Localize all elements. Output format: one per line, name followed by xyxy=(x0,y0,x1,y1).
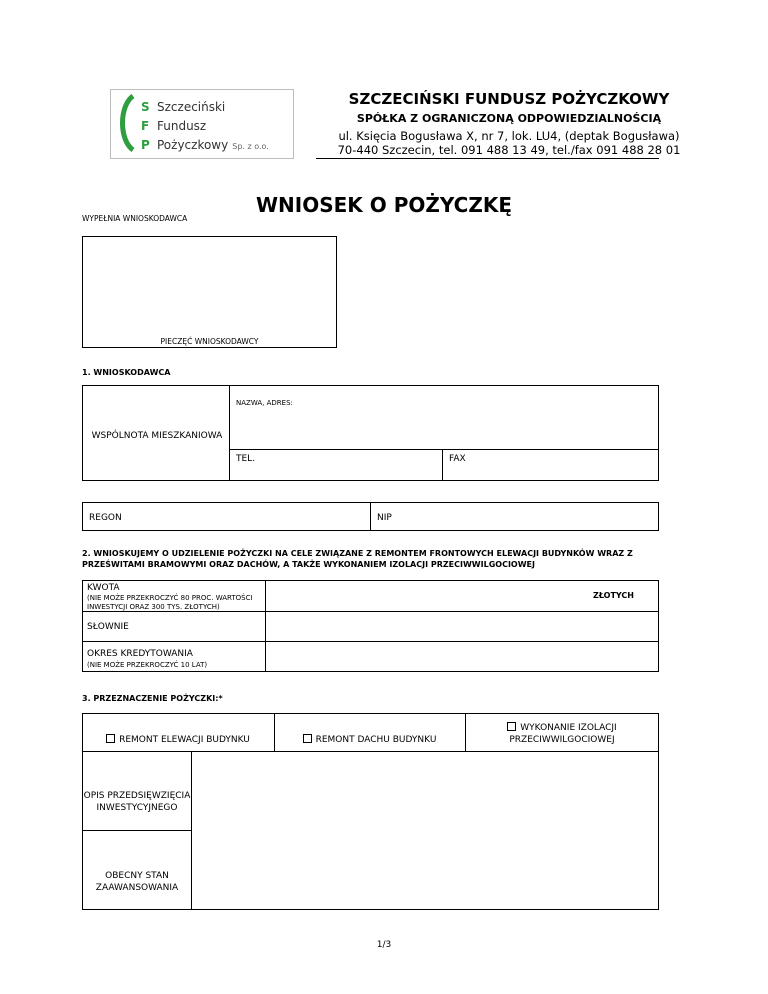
period-field[interactable] xyxy=(265,641,659,672)
in-words-label: SŁOWNIE xyxy=(87,622,129,632)
logo-suffix: Sp. z o.o. xyxy=(232,142,269,151)
checkbox-icon[interactable] xyxy=(507,722,516,731)
regon-field[interactable] xyxy=(82,502,371,531)
status-field[interactable] xyxy=(192,831,658,909)
nip-label: NIP xyxy=(377,513,392,523)
organization-subtitle: SPÓŁKA Z OGRANICZONĄ ODPOWIEDZIALNOŚCIĄ xyxy=(356,112,662,125)
tel-label: TEL. xyxy=(236,454,256,464)
nip-field[interactable] xyxy=(370,502,659,531)
amount-note: (NIE MOŻE PRZEKROCZYĆ 80 PROC. WARTOŚCI INWESTYCJI ORAZ 300 TYS. ZŁOTYCH) xyxy=(87,594,253,611)
status-label xyxy=(82,870,192,894)
logo-letter-f: F xyxy=(141,119,150,133)
in-words-label-cell xyxy=(82,611,266,642)
status-label-1: OBECNY STAN xyxy=(105,871,169,881)
organization-name: SZCZECIŃSKI FUNDUSZ POŻYCZKOWY xyxy=(348,90,670,108)
option-roof[interactable] xyxy=(274,727,465,746)
logo-letter-s: S xyxy=(141,100,150,114)
option-roof-label: REMONT DACHU BUDYNKU xyxy=(315,735,437,745)
amount-label-cell xyxy=(82,580,266,612)
logo-word-2: Fundusz xyxy=(157,119,207,133)
option-insulation-label-1: WYKONANIE IZOLACJI xyxy=(520,723,617,733)
option-insulation[interactable] xyxy=(465,719,659,746)
logo-word-1: Szczeciński xyxy=(157,100,226,114)
logo-letter-p: P xyxy=(141,138,150,152)
fax-field[interactable] xyxy=(442,449,659,481)
currency-label: ZŁOTYCH xyxy=(593,591,634,600)
document-title: WNIOSEK O POŻYCZKĘ xyxy=(255,193,512,217)
regon-label: REGON xyxy=(89,513,122,523)
address-line-2: 70-440 Szczecin, tel. 091 488 13 49, tel./fax 091 488 28 01 xyxy=(337,143,681,157)
option-insulation-label-2: PRZECIWWILGOCIOWEJ xyxy=(509,735,615,745)
name-address-field[interactable] xyxy=(229,385,659,450)
amount-field[interactable] xyxy=(265,580,659,612)
logo-arc-icon xyxy=(117,94,137,152)
tel-field[interactable] xyxy=(229,449,443,481)
applicant-type-label: WSPÓLNOTA MIESZKANIOWA xyxy=(91,431,223,441)
in-words-field[interactable] xyxy=(265,611,659,642)
status-label-2: ZAAWANSOWANIA xyxy=(95,883,179,893)
organization-address xyxy=(316,129,702,157)
period-label-cell xyxy=(82,641,266,672)
description-label xyxy=(82,790,192,814)
section-3-title: 3. PRZEZNACZENIE POŻYCZKI:* xyxy=(82,694,223,703)
logo-words xyxy=(157,98,269,156)
stamp-label: PIECZĘĆ WNIOSKODAWCY xyxy=(160,337,259,346)
section-1-title: 1. WNIOSKODAWCA xyxy=(82,368,171,377)
option-facade[interactable] xyxy=(82,727,274,746)
logo-word-3: Pożyczkowy xyxy=(157,138,229,152)
applicant-type-cell xyxy=(82,385,230,481)
amount-label: KWOTA xyxy=(87,583,120,593)
description-field[interactable] xyxy=(192,752,658,830)
checkbox-icon[interactable] xyxy=(303,734,312,743)
period-note: (NIE MOŻE PRZEKROCZYĆ 10 LAT) xyxy=(87,661,208,669)
description-label-1: OPIS PRZEDSIĘWZIĘCIA xyxy=(83,791,191,801)
label-column-divider xyxy=(82,830,192,831)
company-logo xyxy=(110,89,294,159)
section-2-title: 2. WNIOSKUJEMY O UDZIELENIE POŻYCZKI NA CELE ZWIĄZANE Z REMONTEM FRONTOWYCH ELEWACJI BUDYNKÓW WRAZ Z PRZEŚWITAMI BRAMOWYMI ORAZ DACHÓW, A TAKŻE WYKONANIEM IZOLACJI PRZECIWWILGOCIOWEJ xyxy=(82,549,633,569)
fax-label: FAX xyxy=(449,454,466,464)
description-label-2: INWESTYCYJNEGO xyxy=(96,803,178,813)
checkbox-icon[interactable] xyxy=(106,734,115,743)
name-address-label: NAZWA, ADRES: xyxy=(236,399,293,407)
header-divider xyxy=(316,158,659,159)
address-line-1: ul. Księcia Bogusława X, nr 7, lok. LU4, (deptak Bogusława) xyxy=(338,129,680,143)
option-facade-label: REMONT ELEWACJI BUDYNKU xyxy=(119,735,250,745)
period-label: OKRES KREDYTOWANIA xyxy=(87,649,193,659)
stamp-field[interactable] xyxy=(82,236,337,348)
filled-by-label: WYPEŁNIA WNIOSKODAWCA xyxy=(82,214,188,223)
page-number: 1/3 xyxy=(376,940,392,950)
logo-letters xyxy=(141,98,150,155)
